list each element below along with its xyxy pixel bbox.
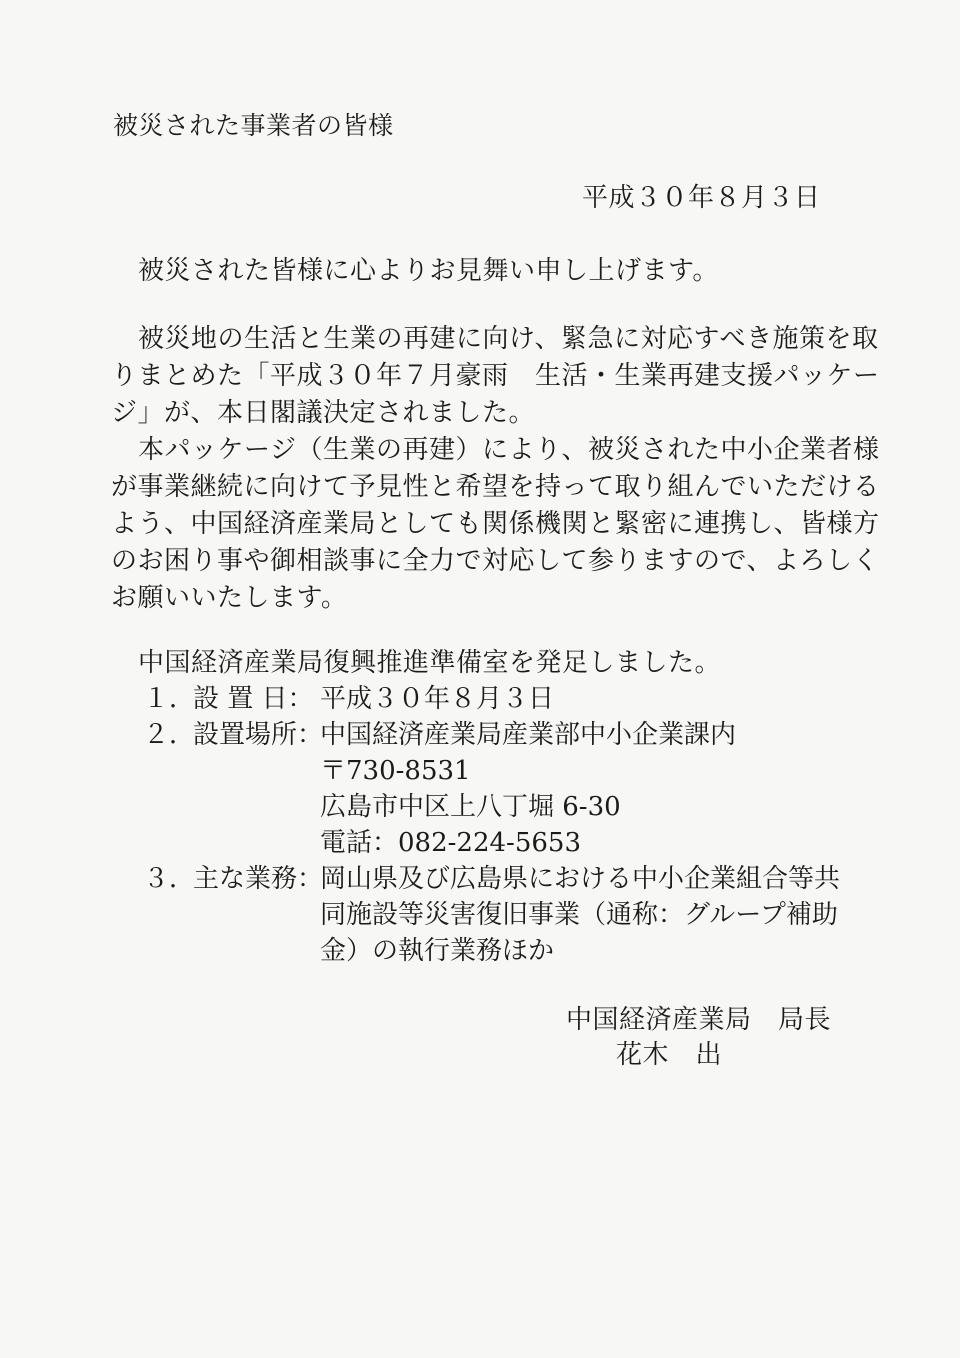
signature-name: 花木 出 (616, 1040, 723, 1070)
item-value: 岡山県及び広島県における中小企業組合等共 (320, 864, 841, 894)
paragraph-line: が事業継続に向けて予見性と希望を持って取り組んでいただける (111, 472, 880, 502)
item-value: 平成３０年８月３日 (320, 684, 555, 714)
phone-number: 電話：082-224-5653 (320, 828, 581, 858)
signature-organization: 中国経済産業局 局長 (566, 1005, 832, 1035)
item-label: 設置場所： (193, 720, 324, 750)
paragraph-line: りまとめた「平成３０年７月豪雨 生活・生業再建支援パッケー (111, 361, 880, 391)
address: 広島市中区上八丁堀 6-30 (320, 792, 621, 822)
item-number: ３． (143, 864, 196, 894)
letter-date: 平成３０年８月３日 (582, 183, 821, 213)
paragraph-line: よう、中国経済産業局としても関係機関と緊密に連携し、皆様方 (111, 509, 880, 539)
item-number: １． (143, 684, 196, 714)
paragraph-line: ジ」が、本日閣議決定されました。 (111, 398, 536, 428)
postal-code: 〒730-8531 (320, 756, 471, 786)
addressee: 被災された事業者の皆様 (113, 111, 394, 140)
greeting: 被災された皆様に心よりお見舞い申し上げます。 (138, 256, 719, 286)
paragraph-line: のお困り事や御相談事に全力で対応して参りますので、よろしく (111, 546, 879, 576)
item-value: 同施設等災害復旧事業（通称：グループ補助 (320, 900, 838, 930)
item-value: 金）の執行業務ほか (320, 936, 555, 966)
item-value: 中国経済産業局産業部中小企業課内 (320, 720, 737, 750)
paragraph-line: 被災地の生活と生業の再建に向け、緊急に対応すべき施策を取 (138, 324, 879, 354)
item-label: 設 置 日： (193, 684, 314, 714)
item-number: ２． (143, 720, 196, 750)
paragraph-line: お願いいたします。 (111, 583, 348, 613)
item-label: 主な業務： (193, 864, 324, 894)
paragraph-line: 本パッケージ（生業の再建）により、被災された中小企業者様 (138, 435, 880, 465)
setup-announcement: 中国経済産業局復興推進準備室を発足しました。 (138, 648, 722, 678)
